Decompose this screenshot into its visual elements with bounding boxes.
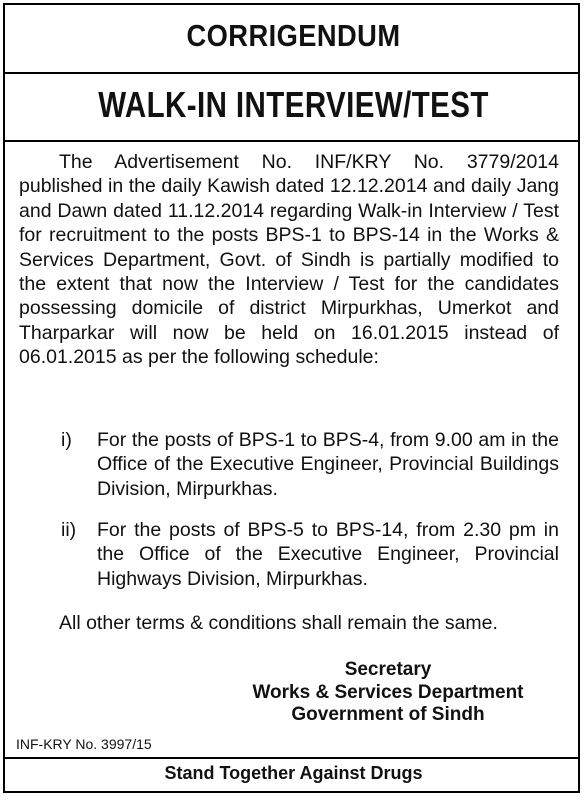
signature-department: Works & Services Department xyxy=(252,681,524,703)
schedule-item-text: For the posts of BPS-5 to BPS-14, from 2.30 pm in the Office of the Executive Engineer, Provincial Highways Division, Mirpurkhas. xyxy=(97,519,559,590)
schedule-item xyxy=(19,518,559,591)
body-paragraph: The Advertisement No. INF/KRY No. 3779/2014 published in the daily Kawish dated 12.12.2014 and daily Jang and Dawn dated 11.12.2014 regarding Walk-in Interview / Test for recruitment to the posts BPS-1 to BPS-14 in the Works & Services Department, Govt. of Sindh is partially modified to the extent that now the Interview / Test for the candidates possessing domicile of district Mirpurkhas, Umerkot and Tharparkar will now be held on 16.01.2015 instead of 06.01.2015 as per the following schedule: xyxy=(19,151,559,369)
closing-paragraph: All other terms & conditions shall remain the same. xyxy=(59,612,498,634)
schedule-item-number: ii) xyxy=(61,519,77,541)
notice-body xyxy=(19,150,559,370)
footer-slogan: Stand Together Against Drugs xyxy=(164,763,423,783)
title-divider xyxy=(5,72,578,74)
closing-statement xyxy=(19,611,559,635)
signature-government: Government of Sindh xyxy=(291,704,485,725)
reference-number: INF-KRY No. 3997/15 xyxy=(16,736,152,752)
schedule-item-number: i) xyxy=(61,429,72,451)
notice-title: CORRIGENDUM xyxy=(186,18,401,53)
schedule-item-text: For the posts of BPS-1 to BPS-4, from 9.00 am in the Office of the Executive Engineer, Provincial Buildings Division, Mirpurkhas. xyxy=(97,429,559,500)
signature-block xyxy=(218,659,558,727)
signature-title: Secretary xyxy=(344,659,432,680)
subtitle-divider xyxy=(5,140,578,142)
footer-divider xyxy=(5,757,578,759)
schedule-item xyxy=(19,428,559,501)
notice-subtitle: WALK-IN INTERVIEW/TEST xyxy=(98,84,489,125)
